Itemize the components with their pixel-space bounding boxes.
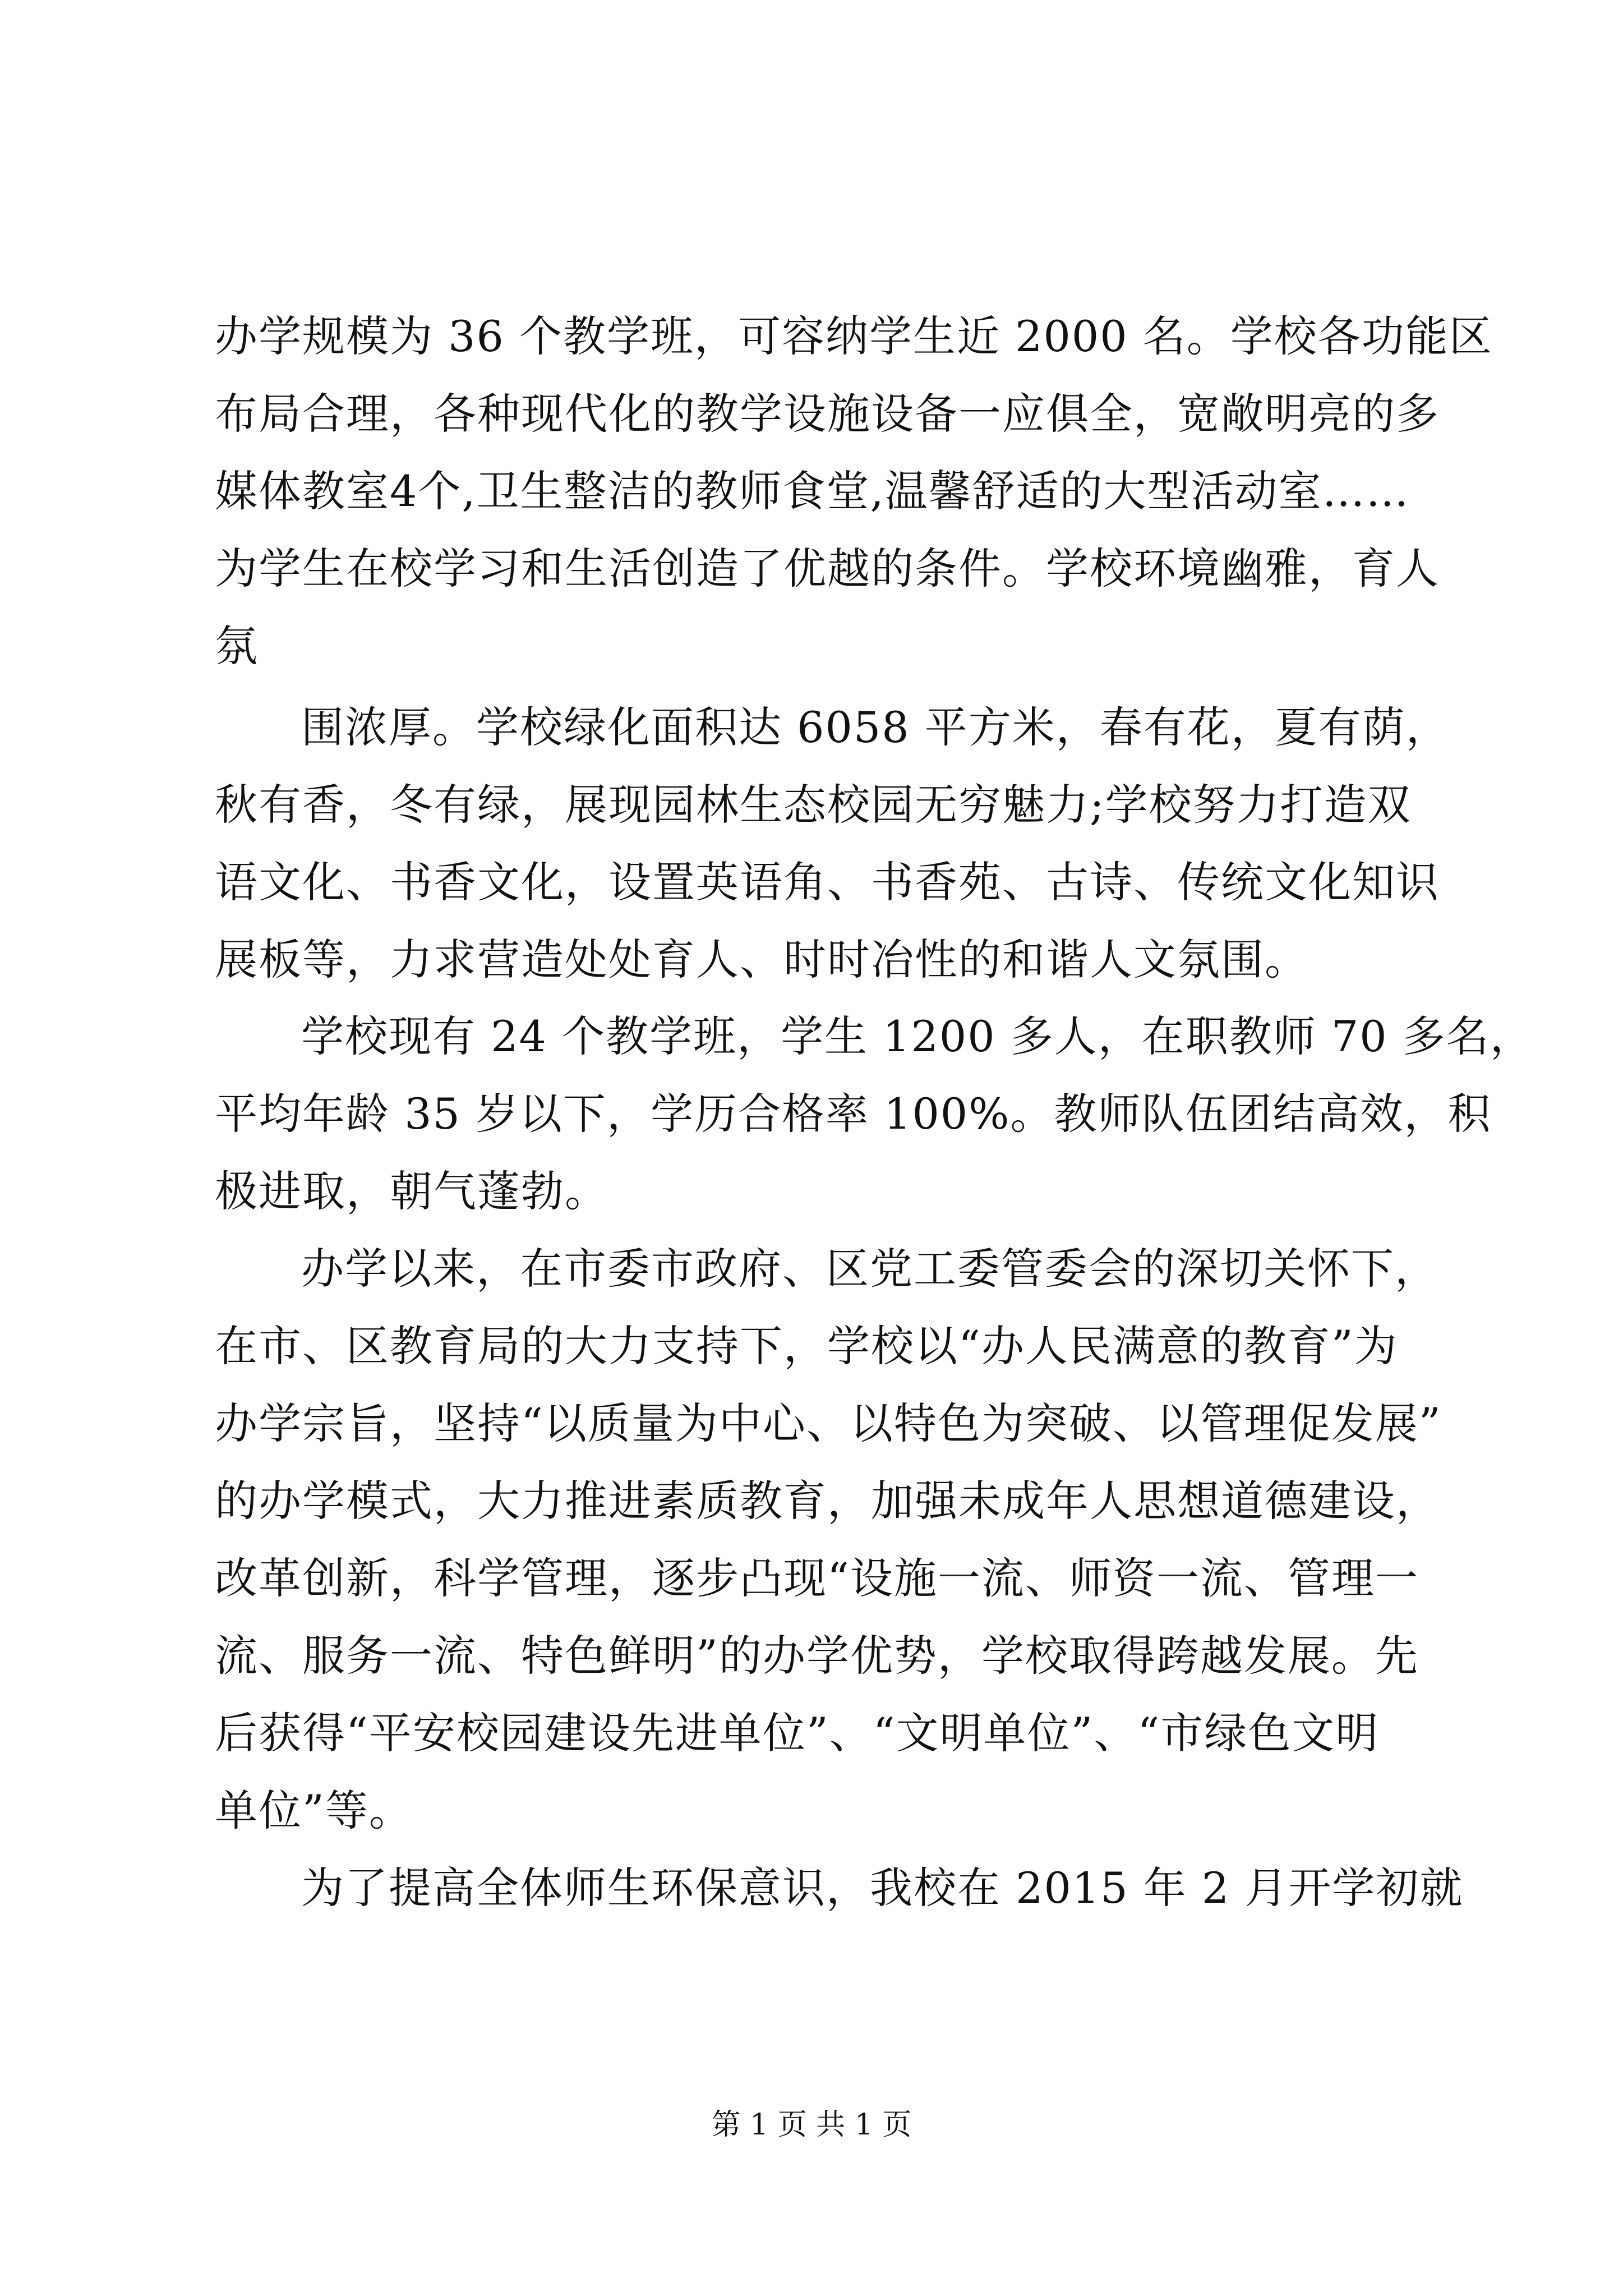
text-line-19: 后获得“平安校园建设先进单位”、“文明单位”、“市绿色文明 xyxy=(215,1708,1380,1758)
text-line-7: 秋有香，冬有绿，展现园林生态校园无穷魅力;学校努力打造双 xyxy=(215,780,1412,830)
text-line-14: 在市、区教育局的大力支持下，学校以“办人民满意的教育”为 xyxy=(215,1321,1398,1371)
page-footer: 第 1 页 共 1 页 xyxy=(711,2108,912,2142)
text-line-10: 学校现有 24 个教学班，学生 1200 多人，在职教师 70 多名， xyxy=(301,1011,1534,1061)
text-line-5: 氛 xyxy=(215,621,259,671)
text-line-12: 极进取，朝气蓬勃。 xyxy=(215,1166,608,1216)
text-line-17: 改革创新，科学管理，逐步凸现“设施一流、师资一流、管理一 xyxy=(215,1553,1419,1603)
text-line-1: 办学规模为 36 个教学班，可容纳学生近 2000 名。学校各功能区 xyxy=(215,311,1493,361)
text-line-11: 平均年龄 35 岁以下，学历合格率 100%。教师队伍团结高效，积 xyxy=(215,1089,1492,1139)
text-line-16: 的办学模式，大力推进素质教育，加强未成年人思想道德建设， xyxy=(215,1476,1440,1526)
text-line-13: 办学以来，在市委市政府、区党工委管委会的深切关怀下， xyxy=(301,1244,1438,1294)
text-line-2: 布局合理，各种现代化的教学设施设备一应俱全，宽敞明亮的多 xyxy=(215,389,1440,439)
text-line-20: 单位”等。 xyxy=(215,1786,413,1835)
text-line-18: 流、服务一流、特色鲜明”的办学优势，学校取得跨越发展。先 xyxy=(215,1631,1419,1681)
text-line-8: 语文化、书香文化，设置英语角、书香苑、古诗、传统文化知识 xyxy=(215,857,1440,907)
text-line-6: 围浓厚。学校绿化面积达 6058 平方米，春有花，夏有荫， xyxy=(301,702,1450,752)
text-line-9: 展板等，力求营造处处育人、时时冶性的和谐人文氛围。 xyxy=(215,935,1308,984)
text-line-4: 为学生在校学习和生活创造了优越的条件。学校环境幽雅，育人 xyxy=(215,544,1440,593)
text-line-21: 为了提高全体师生环保意识，我校在 2015 年 2 月开学初就 xyxy=(301,1863,1464,1913)
text-line-3: 媒体教室4个,卫生整洁的教师食堂,温馨舒适的大型活动室…… xyxy=(215,466,1410,516)
text-line-15: 办学宗旨，坚持“以质量为中心、以特色为突破、以管理促发展” xyxy=(215,1398,1442,1448)
